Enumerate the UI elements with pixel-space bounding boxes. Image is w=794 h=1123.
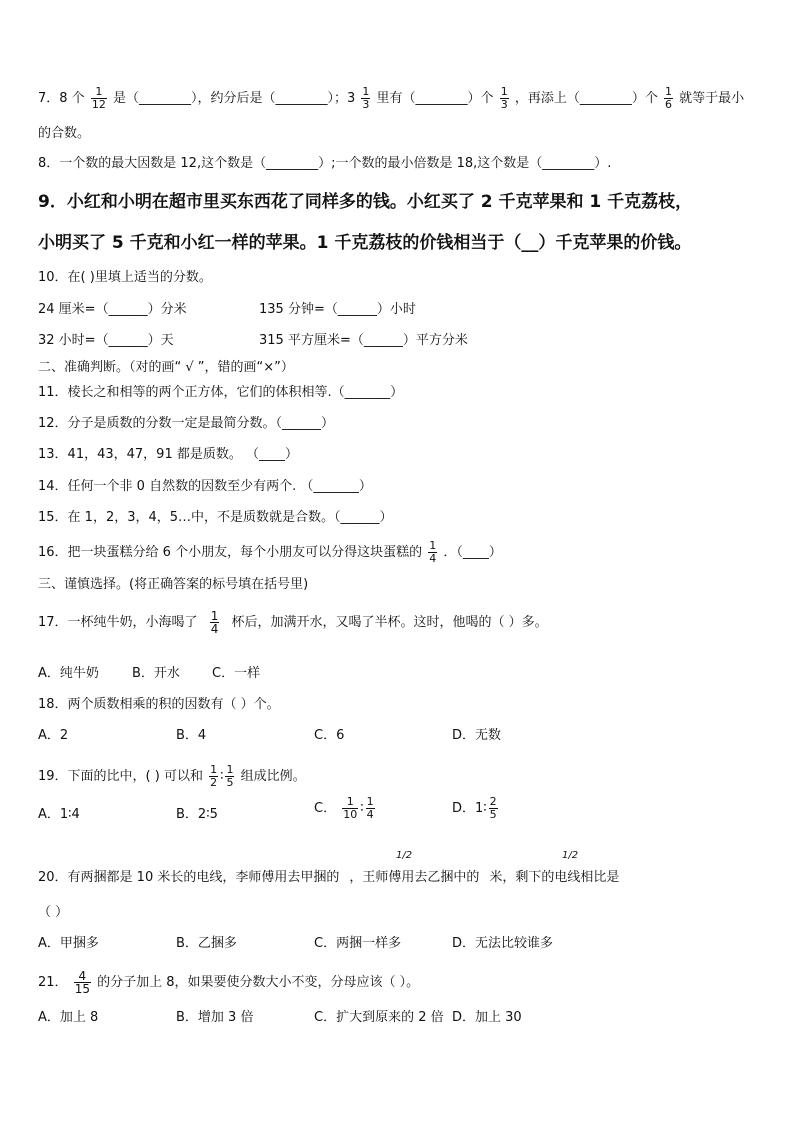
q19-option-d: D．1∶ $\frac{2}{5}$ xyxy=(452,795,497,821)
q20-option-b: B．乙捆多 xyxy=(176,936,237,951)
fraction-1-3: $\frac{1}{3}$ xyxy=(362,85,370,111)
q20-option-c: C．两捆一样多 xyxy=(314,936,402,951)
fraction-1-2: $\frac{1}{2}$ xyxy=(210,763,218,789)
question-10-title: 10．在( )里填上适当的分数。 xyxy=(38,270,212,285)
question-12: 12．分子是质数的分数一定是最简分数。（______） xyxy=(38,416,335,431)
fraction-1-6: $\frac{1}{6}$ xyxy=(664,85,672,111)
fraction-1-5: $\frac{1}{5}$ xyxy=(226,763,234,789)
fraction-2-5: $\frac{2}{5}$ xyxy=(489,795,497,821)
fraction-4-15: $\frac{4}{15}$ xyxy=(74,969,90,996)
q20-fraction-2: 1/2 xyxy=(562,850,579,861)
q17-text-b: 杯后，加满开水，又喝了半杯。这时，他喝的（ ）多。 xyxy=(231,615,548,630)
q20-text-b: ，王师傅用去乙捆中的 xyxy=(349,870,480,885)
fraction-1-4: $\frac{1}{4}$ xyxy=(429,539,437,565)
question-21 xyxy=(38,970,419,995)
question-20 xyxy=(38,869,619,887)
q17-option-c: C．一样 xyxy=(212,666,261,681)
question-13: 13．41，43，47，91 都是质数。 （____） xyxy=(38,447,298,462)
q19-option-c: C． $\frac{1}{10}$ ∶ $\frac{1}{4}$ xyxy=(314,795,374,821)
q17-option-b: B．开水 xyxy=(132,666,180,681)
fraction-1-4-c: $\frac{1}{4}$ xyxy=(366,795,374,821)
q21-text-b: 的分子加上 8，如果要使分数大小不变，分母应该（ ）。 xyxy=(97,975,420,990)
q7-text-g: 就等于最小 xyxy=(679,91,745,106)
question-18: 18．两个质数相乘的积的因数有（ ）个。 xyxy=(38,697,280,712)
fraction-1-10: $\frac{1}{10}$ xyxy=(343,795,358,821)
q21-option-c: C．扩大到原来的 2 倍 xyxy=(314,1010,444,1025)
question-9-line2: 小明买了 5 千克和小红一样的苹果。1 千克荔枝的价钱相当于（__）千克苹果的价钱。 xyxy=(38,233,692,253)
q21-option-d: D．加上 30 xyxy=(452,1010,522,1025)
question-9-line1: 9．小红和小明在超市里买东西花了同样多的钱。小红买了 2 千克苹果和 1 千克荔枝， xyxy=(38,192,693,212)
section-3-heading: 三、谨慎选择。(将正确答案的标号填在括号里) xyxy=(38,577,309,592)
q10-item-2: 135 分钟=（______）小时 xyxy=(259,302,416,317)
q18-option-b: B．4 xyxy=(176,728,207,743)
q19-option-b: B．2∶5 xyxy=(176,807,218,822)
q21-option-b: B．增加 3 倍 xyxy=(176,1010,254,1025)
q7-text-b: 是（________），约分后是（________）；3 xyxy=(112,91,356,106)
question-17 xyxy=(38,610,548,635)
q10-item-1: 24 厘米=（______）分米 xyxy=(38,302,187,317)
q18-option-c: C．6 xyxy=(314,728,345,743)
q7-text-c: 里有（________）个 xyxy=(376,91,494,106)
fraction-1-12: $\frac{1}{12}$ xyxy=(91,85,106,111)
question-7-line2: 的合数。 xyxy=(38,126,91,141)
q20-fraction-1: 1/2 xyxy=(396,850,413,861)
q7-text-a: 7．8 个 xyxy=(38,91,85,106)
q20-option-a: A．甲捆多 xyxy=(38,936,99,951)
q20-option-d: D．无法比较谁多 xyxy=(452,936,554,951)
q7-text-e: ，再添上（________）个 xyxy=(514,91,658,106)
q10-item-3: 32 小时=（______）天 xyxy=(38,333,174,348)
fraction-1-4-q17: $\frac{1}{4}$ xyxy=(210,609,219,636)
question-7 xyxy=(38,86,744,111)
q17-text-a: 17．一杯纯牛奶，小海喝了 xyxy=(38,615,198,630)
q10-item-4: 315 平方厘米=（______）平方分米 xyxy=(259,333,468,348)
q16-text-b: ．（____） xyxy=(443,545,502,560)
question-20-line2: （ ） xyxy=(38,905,69,920)
question-15: 15．在 1，2，3，4，5…中，不是质数就是合数。（______） xyxy=(38,510,393,525)
q16-text-a: 16．把一块蛋糕分给 6 个小朋友，每个小朋友可以分得这块蛋糕的 xyxy=(38,545,423,560)
q21-option-a: A．加上 8 xyxy=(38,1010,99,1025)
question-14: 14．任何一个非 0 自然数的因数至少有两个. （_______） xyxy=(38,479,372,494)
q18-option-a: A．2 xyxy=(38,728,69,743)
q21-text-a: 21． xyxy=(38,975,68,990)
question-19 xyxy=(38,764,306,789)
fraction-1-3b: $\frac{1}{3}$ xyxy=(500,85,508,111)
ratio-colon: ∶ xyxy=(220,769,224,784)
q20-text-a: 20．有两捆都是 10 米长的电线，李师傅用去甲捆的 xyxy=(38,870,340,885)
question-16 xyxy=(38,540,502,565)
q19-option-a: A．1∶4 xyxy=(38,807,80,822)
question-8: 8．一个数的最大因数是 12,这个数是（________）;一个数的最小倍数是 18,这个数是（________）. xyxy=(38,156,612,171)
q19-text-a: 19．下面的比中，( ) 可以和 xyxy=(38,769,203,784)
q18-option-d: D．无数 xyxy=(452,728,502,743)
q20-text-c: 米，剩下的电线相比是 xyxy=(489,870,620,885)
q19-text-b: 组成比例。 xyxy=(240,769,306,784)
question-11: 11．棱长之和相等的两个正方体，它们的体积相等.（_______） xyxy=(38,385,404,400)
section-2-heading: 二、准确判断。（对的画“ √ ”，错的画“×”） xyxy=(38,360,294,375)
q17-option-a: A．纯牛奶 xyxy=(38,666,99,681)
